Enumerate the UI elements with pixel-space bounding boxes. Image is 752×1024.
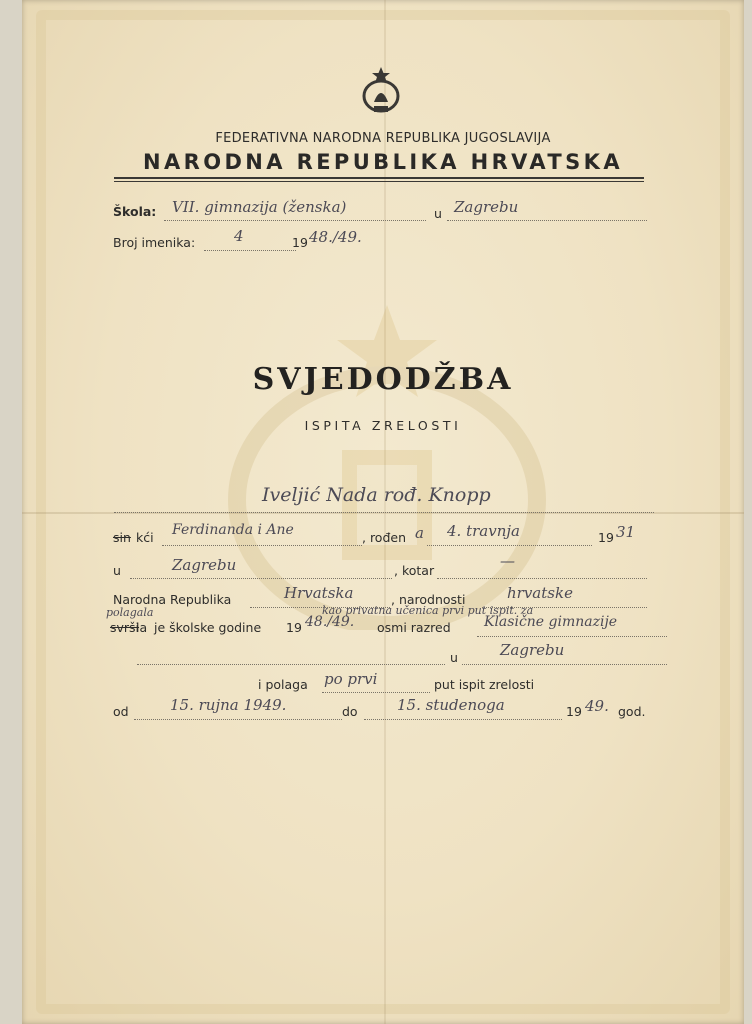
exam-times: po prvi: [324, 670, 378, 688]
completion-text: je školske godine: [154, 620, 262, 635]
register-year: 48./49.: [309, 228, 362, 246]
svrsi-suffix: la: [136, 620, 148, 635]
period-to-dotted-line: [364, 719, 562, 720]
completion-in-label: u: [450, 650, 458, 665]
period-year-prefix: 19: [566, 704, 582, 719]
header-federation: FEDERATIVNA NARODNA REPUBLIKA JUGOSLAVIJA: [215, 131, 551, 146]
document-subtitle: ISPITA ZRELOSTI: [304, 418, 462, 433]
coat-of-arms-watermark: [222, 300, 552, 630]
completion-city-dotted-line: [462, 664, 667, 665]
certificate-paper: [22, 0, 744, 1024]
birth-place: Zagrebu: [172, 556, 237, 574]
school-city-dotted-line: [447, 220, 647, 221]
birth-year-prefix: 19: [598, 530, 614, 545]
birth-year: 31: [616, 523, 636, 541]
district-label: , kotar: [394, 563, 435, 578]
school-city: Zagrebu: [454, 198, 519, 216]
parents-dotted-line: [162, 545, 362, 546]
header-rule-thin: [114, 181, 644, 182]
school-dotted-line: [164, 220, 426, 221]
completion-year-prefix: 19: [286, 620, 302, 635]
completion-correction: polagala: [106, 606, 154, 619]
svrsi-label: svrši: [110, 620, 140, 635]
birth-date: 4. travnja: [447, 522, 520, 540]
place-label: u: [113, 563, 121, 578]
nationality-label: , narodnosti: [391, 592, 466, 607]
period-from: 15. rujna 1949.: [170, 696, 287, 714]
exam-label-pre: i polaga: [258, 677, 308, 692]
district: —: [500, 552, 515, 570]
kci-label: kći: [136, 530, 154, 545]
header-rule: [114, 177, 644, 179]
district-dotted-line: [437, 578, 647, 579]
period-od-label: od: [113, 704, 129, 719]
document-title: SVJEDODŽBA: [252, 362, 514, 397]
school-name: VII. gimnazija (ženska): [172, 198, 347, 216]
register-dotted-line: [204, 250, 296, 251]
school-in-label: u: [434, 206, 442, 221]
grade-label: osmi razred: [377, 620, 451, 635]
parents: Ferdinanda i Ane: [172, 522, 294, 538]
period-god-label: god.: [618, 704, 646, 719]
period-year: 49.: [585, 697, 609, 715]
student-name-dotted-line: [114, 512, 654, 513]
period-to: 15. studenoga: [397, 696, 505, 714]
place-dotted-line: [130, 578, 392, 579]
period-from-dotted-line: [134, 719, 342, 720]
register-number: 4: [234, 227, 244, 245]
completion-note: kao privatna učenica prvi put ispit. za: [322, 604, 534, 617]
register-label: Broj imenika:: [113, 235, 196, 250]
completion-city: Zagrebu: [500, 641, 565, 659]
nationality-value: hrvatske: [507, 584, 573, 602]
header-republic: NARODNA REPUBLIKA HRVATSKA: [143, 150, 623, 174]
exam-label-post: put ispit zrelosti: [434, 677, 535, 692]
school-label: Škola:: [113, 204, 157, 219]
republic-label: Narodna Republika: [113, 592, 232, 607]
period-do-label: do: [342, 704, 358, 719]
born-label: , rođen: [362, 530, 407, 545]
republic-value: Hrvatska: [284, 584, 354, 602]
state-emblem-icon: [360, 66, 402, 116]
completion-year: 48./49.: [305, 614, 355, 630]
school-type: Klasične gimnazije: [484, 614, 618, 630]
sin-label: sin: [113, 530, 131, 545]
born-suffix: a: [415, 524, 424, 542]
birth-date-dotted-line: [427, 545, 592, 546]
school-type-dotted-line: [477, 636, 667, 637]
register-year-prefix: 19: [292, 235, 308, 250]
student-name: Ivelјić Nada rođ. Knopp: [262, 484, 491, 506]
exam-times-dotted-line: [322, 692, 430, 693]
empty-dotted-line: [137, 664, 445, 665]
